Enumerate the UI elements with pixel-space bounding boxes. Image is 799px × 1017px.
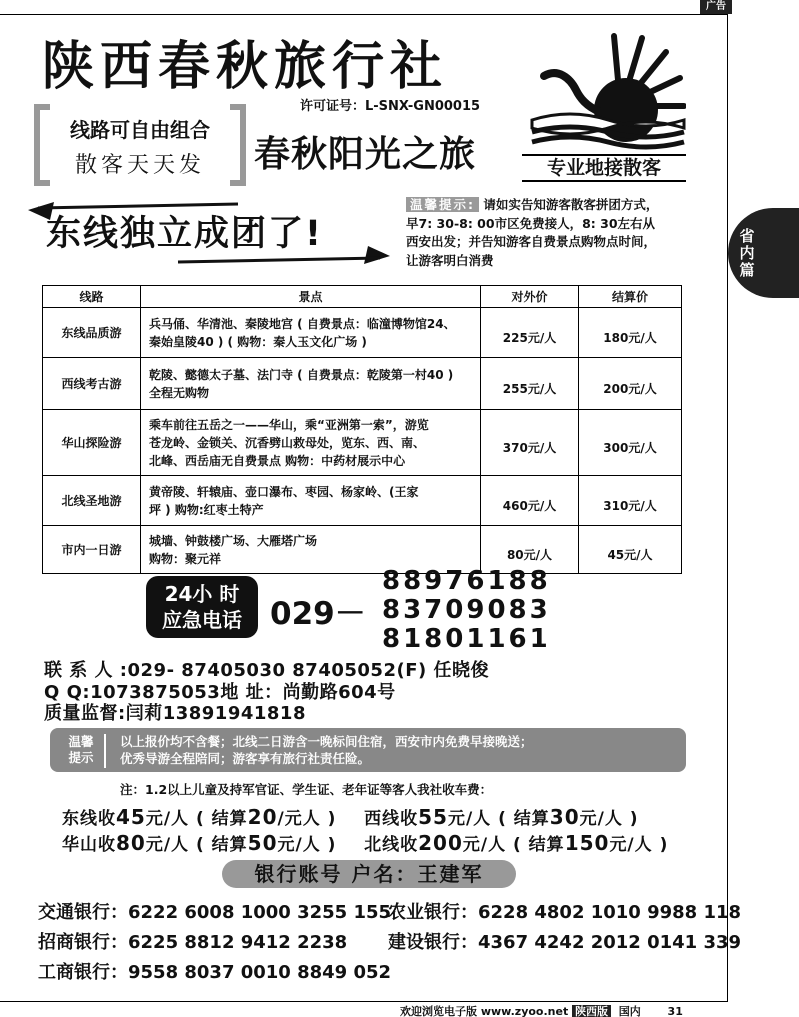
- spot-line: 北峰、西岳庙无自费景点 购物：中药材展示中心: [149, 453, 406, 468]
- license-number: 许可证号：L-SNX-GN00015: [300, 99, 481, 114]
- spot-line: 购物：聚元祥: [149, 551, 222, 566]
- spot-line: 秦始皇陵40 ) ( 购物：秦人玉文化广场 ): [149, 334, 367, 349]
- spot-line: 苍龙岭、金锁关、沉香劈山救母处，览东、西、南、: [149, 435, 426, 450]
- bracket-line-1: 线路可自由组合: [70, 118, 210, 142]
- frame-top-line: [0, 14, 728, 15]
- notice-line-4: 让游客明白消费: [406, 252, 494, 268]
- page-number: 31: [667, 1005, 683, 1017]
- slogan: 春秋阳光之旅: [254, 134, 477, 175]
- frame-bottom-line: [0, 1001, 728, 1002]
- route-name: 北线圣地游: [43, 476, 141, 526]
- bank-account-title: 银行账号 户名：王建军: [222, 860, 516, 888]
- bank-jianshe: 建设银行：4367 4242 2012 0141 339: [388, 932, 742, 953]
- child-fee-huashan: 华山收80元/人 ( 结算50元/人 ): [62, 831, 337, 855]
- route-settle: 200元/人: [579, 358, 682, 410]
- footer-badge: 陕西版: [572, 1005, 611, 1017]
- route-name: 东线品质游: [43, 308, 141, 358]
- route-settle: 180元/人: [579, 308, 682, 358]
- hotline-label-2: 应急电话: [162, 608, 242, 632]
- routes-table: [42, 285, 682, 574]
- route-spots: [141, 476, 481, 526]
- footer-text: 欢迎浏览电子版 www.zyoo.net: [400, 1005, 569, 1017]
- bank-gongshang: 工商银行：9558 8037 0010 8849 052: [38, 962, 392, 983]
- route-price: 370元/人: [481, 410, 579, 476]
- spot-line: 兵马俑、华清池、秦陵地宫 ( 自费景点：临潼博物馆24、: [149, 316, 456, 331]
- header-settle: 结算价: [579, 286, 682, 308]
- header-route: 线路: [43, 286, 141, 308]
- header-price: 对外价: [481, 286, 579, 308]
- child-fee-note: 注：1.2以上儿童及持军官证、学生证、老年证等客人我社收车费：: [120, 782, 493, 797]
- table-header-row: [43, 286, 682, 308]
- left-bracket: [34, 104, 50, 186]
- subtitle: 专业地接散客: [522, 154, 686, 182]
- sun-wave-logo-icon: [530, 28, 686, 150]
- tips-label: [58, 734, 106, 768]
- notice-line-1: 请如实告知游客散客拼团方式，: [483, 197, 659, 212]
- route-price: 460元/人: [481, 476, 579, 526]
- table-row: [43, 410, 682, 476]
- spot-line: 坪 ) 购物:红枣土特产: [149, 502, 264, 517]
- footer-section: 国内: [618, 1005, 641, 1017]
- route-spots: [141, 308, 481, 358]
- bank-zhaoshang: 招商银行：6225 8812 9412 2238: [38, 932, 348, 953]
- bracket-line-2: 散客天天发: [74, 153, 205, 178]
- child-fee-row-2: [62, 830, 668, 855]
- route-name: 华山探险游: [43, 410, 141, 476]
- contact-qq-address: Q Q:1073875053地 址：尚勤路604号: [44, 682, 396, 703]
- side-tab-label: 省内篇: [739, 227, 755, 279]
- notice-label: 温馨提示:: [406, 197, 479, 212]
- route-name: 西线考古游: [43, 358, 141, 410]
- notice-line-3: 西安出发；并告知游客自费景点购物点时间，: [406, 234, 657, 249]
- table-row: [43, 358, 682, 410]
- tips-label-2: 提示: [68, 750, 94, 765]
- frame-right-line: [727, 14, 728, 1002]
- route-spots: [141, 410, 481, 476]
- route-price: 80元/人: [481, 526, 579, 574]
- spot-line: 乾陵、懿德太子墓、法门寺 ( 自费景点：乾陵第一村40 ): [149, 367, 454, 382]
- bank-jiaotong: 交通银行：6222 6008 1000 3255 155: [38, 902, 392, 923]
- route-settle: 300元/人: [579, 410, 682, 476]
- east-line-banner: [28, 198, 390, 268]
- tips-label-1: 温馨: [68, 734, 94, 749]
- route-combo-box: [34, 104, 246, 186]
- route-price: 255元/人: [481, 358, 579, 410]
- tips-line-1: 以上报价均不含餐；北线二日游含一晚标间住宿，西安市内免费早接晚送；: [120, 734, 533, 749]
- spot-line: 黄帝陵、轩辕庙、壶口瀑布、枣园、杨家岭、(王家: [149, 484, 419, 499]
- quality-supervisor: 质量监督:闫莉13891941818: [44, 703, 306, 724]
- route-settle: 45元/人: [579, 526, 682, 574]
- notice-line-2: 早7: 30-8: 00市区免费接人，8: 30左右从: [406, 215, 656, 231]
- company-name: 陕西春秋旅行社: [42, 36, 449, 97]
- contact-person: 联 系 人 :029- 87405030 87405052(F) 任晓俊: [44, 660, 489, 681]
- hotline-number-2: 83709083: [382, 595, 551, 625]
- route-price: 225元/人: [481, 308, 579, 358]
- warm-tips-box: [50, 728, 686, 772]
- spot-line: 全程无购物: [149, 385, 210, 400]
- route-settle: 310元/人: [579, 476, 682, 526]
- tips-line-2: 优秀导游全程陪同；游客享有旅行社责任险。: [120, 751, 371, 766]
- route-name: 市内一日游: [43, 526, 141, 574]
- spot-line: 城墙、钟鼓楼广场、大雁塔广场: [149, 533, 318, 548]
- right-bracket: [230, 104, 246, 186]
- child-fee-west: 西线收55元/人 ( 结算30元/人 ): [364, 805, 639, 829]
- child-fee-east: 东线收45元/人 ( 结算20/元人 ): [62, 805, 337, 829]
- hotline-label-box: [146, 576, 258, 638]
- table-row: [43, 308, 682, 358]
- notice-block: [406, 196, 696, 270]
- header-spots: 景点: [141, 286, 481, 308]
- hotline-label-1: 24小 时: [164, 582, 240, 606]
- ad-tag: 广告: [700, 0, 732, 14]
- hotline-number-3: 81801161: [382, 624, 551, 654]
- page-footer: [400, 1003, 683, 1017]
- table-row: [43, 476, 682, 526]
- banner-text: 东线独立成团了!: [46, 214, 323, 254]
- child-fee-row-1: [62, 804, 639, 829]
- bank-nongye: 农业银行：6228 4802 1010 9988 118: [388, 902, 742, 923]
- spot-line: 乘车前往五岳之一——华山，乘“亚洲第一索”，游览: [149, 417, 429, 432]
- table-row: [43, 526, 682, 574]
- hotline-area-code: 029－: [270, 596, 366, 632]
- hotline-number-1: 88976188: [382, 566, 551, 596]
- side-tab-province[interactable]: [728, 208, 799, 298]
- child-fee-north: 北线收200元/人 ( 结算150元/人 ): [364, 831, 669, 855]
- route-spots: [141, 358, 481, 410]
